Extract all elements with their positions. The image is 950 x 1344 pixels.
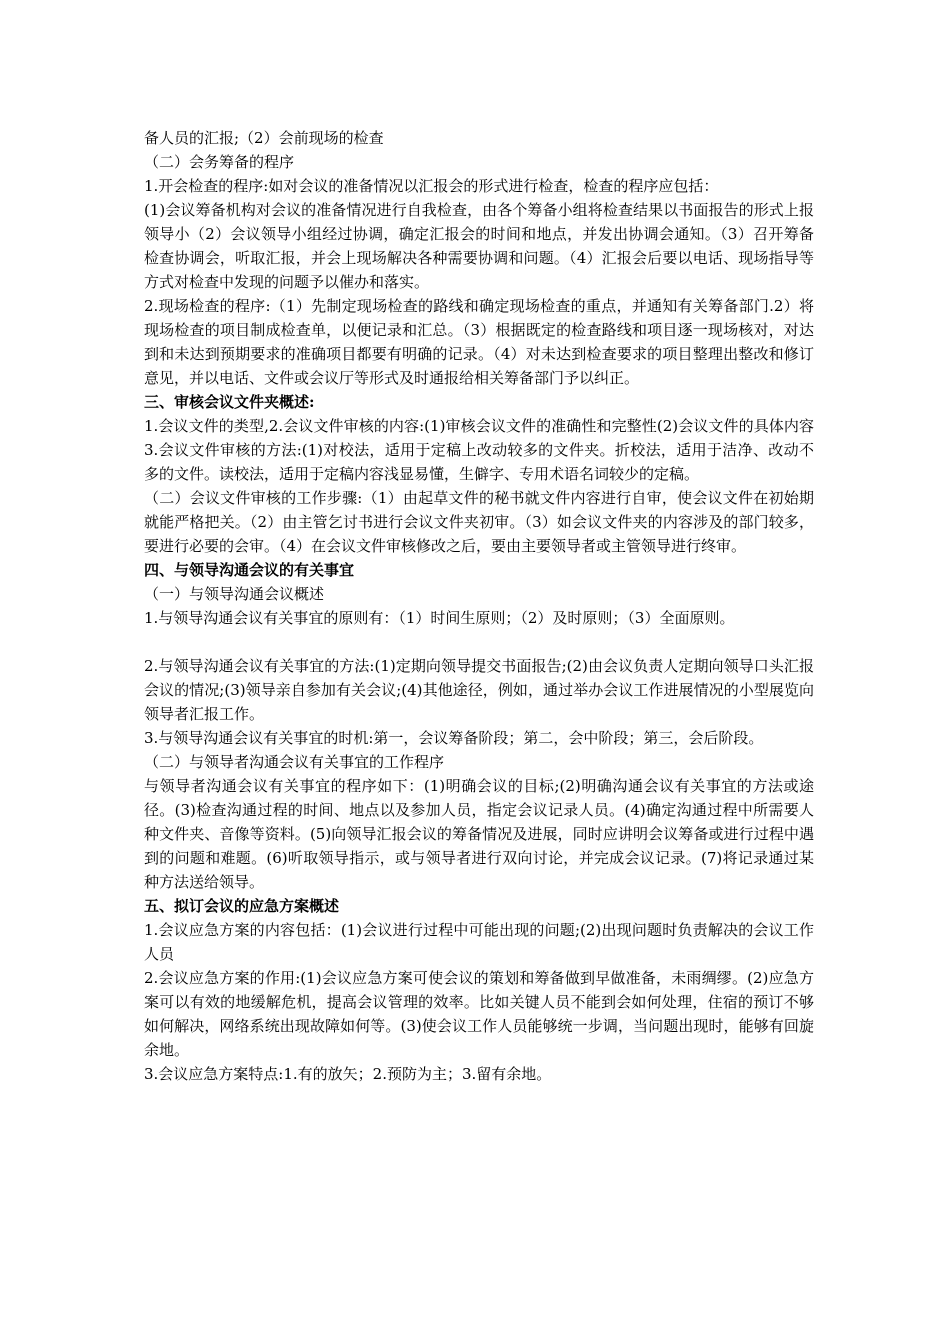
subsection-title: （二）与领导者沟通会议有关事宜的工作程序 (144, 753, 445, 771)
paragraph: 与领导者沟通会议有关事宜的程序如下：(1)明确会议的目标;(2)明确沟通会议有关事宜的方法或途径。(3)检查沟通过程的时间、地点以及参加人员，指定会议记录人员。(4)确定沟通过程中所需要人种文件夹、音像等资料。(5)向领导汇报会议的筹备情况及进展，同时应讲明会议筹备或进行过程中遇到的问题和难题。(6)听取领导指示，或与领导者进行双向讨论，并完成会议记录。(7)将记录通过某种方法送给领导。 (144, 777, 814, 891)
paragraph: 1.开会检查的程序:如对会议的准备情况以汇报会的形式进行检查，检查的程序应包括： (144, 177, 719, 195)
paragraph: 2.现场检查的程序:（1）先制定现场检查的路线和确定现场检查的重点，并通知有关筹备部门.2）将现场检查的项目制成检查单，以便记录和汇总。（3）根据既定的检查路线和项目逐一现场核对，对达到和未达到预期要求的准确项目都要有明确的记录。（4）对未达到检查要求的项目整理出整改和修订意见，并以电话、文件或会议厅等形式及时通报给相关筹备部门予以纠正。 (144, 297, 814, 387)
paragraph: 1.会议文件的类型,2.会议文件审核的内容:(1)审核会议文件的准确性和完整性(2)会议文件的具体内容 3.会议文件审核的方法:(1)对校法，适用于定稿上改动较多的文件夹。折校法，适用于洁净、改动不多的文件。读校法，适用于定稿内容浅显易懂，生僻字、专用术语名词较少的定稿。 (144, 417, 814, 483)
paragraph: （二）会议文件审核的工作步骤:（1）由起草文件的秘书就文件内容进行自审，使会议文件在初始期就能严格把关。（2）由主管乞讨书进行会议文件夹初审。（3）如会议文件夹的内容涉及的部门较多，要进行必要的会审。（4）在会议文件审核修改之后，要由主要领导者或主管领导进行终审。 (144, 489, 814, 555)
paragraph: 2.与领导沟通会议有关事宜的方法:(1)定期向领导提交书面报告;(2)由会议负责人定期向领导口头汇报会议的情况;(3)领导亲自参加有关会议;(4)其他途径，例如，通过举办会议工作进展情况的小型展览向领导者汇报工作。 (144, 657, 814, 723)
paragraph: 1.会议应急方案的内容包括：(1)会议进行过程中可能出现的问题;(2)出现问题时负责解决的会议工作人员 (144, 921, 814, 963)
paragraph: 3.与领导沟通会议有关事宜的时机:第一，会议筹备阶段；第二，会中阶段；第三，会后阶段。 (144, 729, 764, 747)
section-heading: 三、审核会议文件夹概述: (144, 393, 315, 411)
paragraph: 3.会议应急方案特点:1.有的放矢；2.预防为主；3.留有余地。 (144, 1065, 552, 1083)
subsection-title: （一）与领导沟通会议概述 (144, 585, 325, 603)
subsection-title: （二）会务筹备的程序 (144, 153, 295, 171)
section-heading: 五、拟订会议的应急方案概述 (144, 897, 340, 915)
paragraph: (1)会议筹备机构对会议的准备情况进行自我检查，由各个筹备小组将检查结果以书面报告的形式上报领导小（2）会议领导小组经过协调，确定汇报会的时间和地点，并发出协调会通知。（3）召开筹备检查协调会，听取汇报，并会上现场解决各种需要协调和问题。（4）汇报会后要以电话、现场指导等方式对检查中发现的问题予以催办和落实。 (144, 201, 814, 291)
blank-line (144, 630, 814, 654)
document-body (144, 126, 814, 1086)
paragraph: 备人员的汇报;（2）会前现场的检查 (144, 129, 384, 147)
paragraph: 1.与领导沟通会议有关事宜的原则有：（1）时间生原则；（2）及时原则；（3）全面原则。 (144, 609, 735, 627)
section-heading: 四、与领导沟通会议的有关事宜 (144, 561, 355, 579)
paragraph: 2.会议应急方案的作用:(1)会议应急方案可使会议的策划和筹备做到早做准备，未雨绸缪。(2)应急方案可以有效的地缓解危机，提高会议管理的效率。比如关键人员不能到会如何处理，住宿的预订不够如何解决，网络系统出现故障如何等。(3)使会议工作人员能够统一步调，当问题出现时，能够有回旋余地。 (144, 969, 814, 1059)
